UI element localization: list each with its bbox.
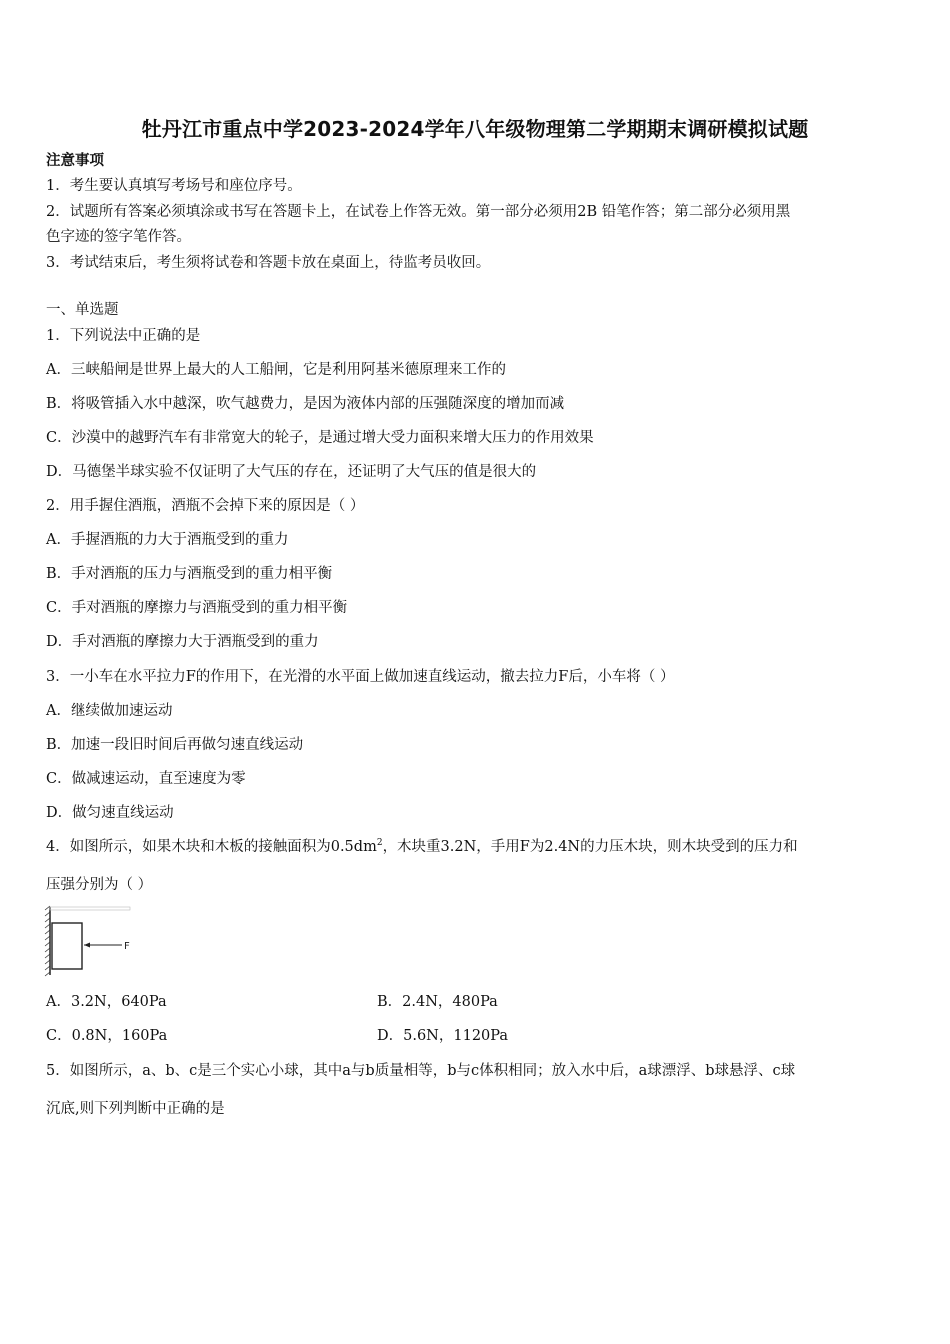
question-3-stem: 3．一小车在水平拉力F的作用下，在光滑的水平面上做加速直线运动，撤去拉力F后，小车将（ ） xyxy=(46,669,675,685)
question-4-option-b: B．2.4N，480Pa xyxy=(377,994,498,1010)
question-4-option-d: D．5.6N，1120Pa xyxy=(377,1028,509,1044)
notice-item: 1．考生要认真填写考场号和座位序号。 xyxy=(46,178,302,194)
question-1-option-a: A．三峡船闸是世界上最大的人工船闸，它是利用阿基米德原理来工作的 xyxy=(46,362,506,378)
question-1-option-b: B．将吸管插入水中越深，吹气越费力，是因为液体内部的压强随深度的增加而减 xyxy=(46,396,565,412)
question-3-option-d: D．做匀速直线运动 xyxy=(46,805,174,821)
question-4-stem xyxy=(46,837,798,857)
question-3-option-a: A．继续做加速运动 xyxy=(46,703,173,719)
page-title: 牡丹江市重点中学2023-2024学年八年级物理第二学期期末调研模拟试题 xyxy=(141,117,809,141)
question-2-option-b: B．手对酒瓶的压力与酒瓶受到的重力相平衡 xyxy=(46,566,333,582)
wall-hatching-icon xyxy=(45,906,50,976)
question-3-option-c: C．做减速运动，直至速度为零 xyxy=(46,771,246,787)
superscript: 2 xyxy=(376,838,383,848)
question-3-option-b: B．加速一段旧时间后再做匀速直线运动 xyxy=(46,737,304,753)
notice-item: 2．试题所有答案必须填涂或书写在答题卡上，在试卷上作答无效。第一部分必须用2B 铅笔作答；第二部分必须用黑 xyxy=(46,204,791,220)
question-1-stem: 1．下列说法中正确的是 xyxy=(46,328,201,344)
section-heading: 一、单选题 xyxy=(46,302,119,318)
question-2-option-d: D．手对酒瓶的摩擦力大于酒瓶受到的重力 xyxy=(46,634,319,650)
arrowhead-icon xyxy=(84,943,90,948)
question-1-option-d: D．马德堡半球实验不仅证明了大气压的存在，还证明了大气压的值是很大的 xyxy=(46,464,537,480)
question-4-stem-part: ，木块重3.2N，手用F为2.4N的力压木块，则木块受到的压力和 xyxy=(382,839,798,855)
question-4-option-a: A．3.2N，640Pa xyxy=(46,994,167,1010)
wooden-block xyxy=(52,923,82,969)
question-1-option-c: C．沙漠中的越野汽车有非常宽大的轮子，是通过增大受力面积来增大压力的作用效果 xyxy=(46,430,594,446)
notice-item: 3．考试结束后，考生须将试卷和答题卡放在桌面上，待监考员收回。 xyxy=(46,255,491,271)
wooden-block-figure xyxy=(44,905,134,977)
question-2-stem: 2．用手握住酒瓶，酒瓶不会掉下来的原因是（ ） xyxy=(46,498,365,514)
notice-item: 色字迹的签字笔作答。 xyxy=(46,229,191,245)
question-2-option-a: A．手握酒瓶的力大于酒瓶受到的重力 xyxy=(46,532,289,548)
question-2-option-c: C．手对酒瓶的摩擦力与酒瓶受到的重力相平衡 xyxy=(46,600,348,616)
notice-heading: 注意事项 xyxy=(46,152,104,169)
board-edge xyxy=(50,907,130,910)
question-4-stem-line2: 压强分别为（ ） xyxy=(46,877,153,893)
question-4-stem-part: 4．如图所示，如果木块和木板的接触面积为0.5dm xyxy=(46,839,377,855)
force-label: F xyxy=(124,941,130,952)
question-5-stem-line2: 沉底,则下列判断中正确的是 xyxy=(46,1101,225,1117)
question-4-option-c: C．0.8N，160Pa xyxy=(46,1028,168,1044)
question-5-stem: 5．如图所示，a、b、c是三个实心小球，其中a与b质量相等，b与c体积相同；放入水中后，a球漂浮、b球悬浮、c球 xyxy=(46,1063,796,1079)
